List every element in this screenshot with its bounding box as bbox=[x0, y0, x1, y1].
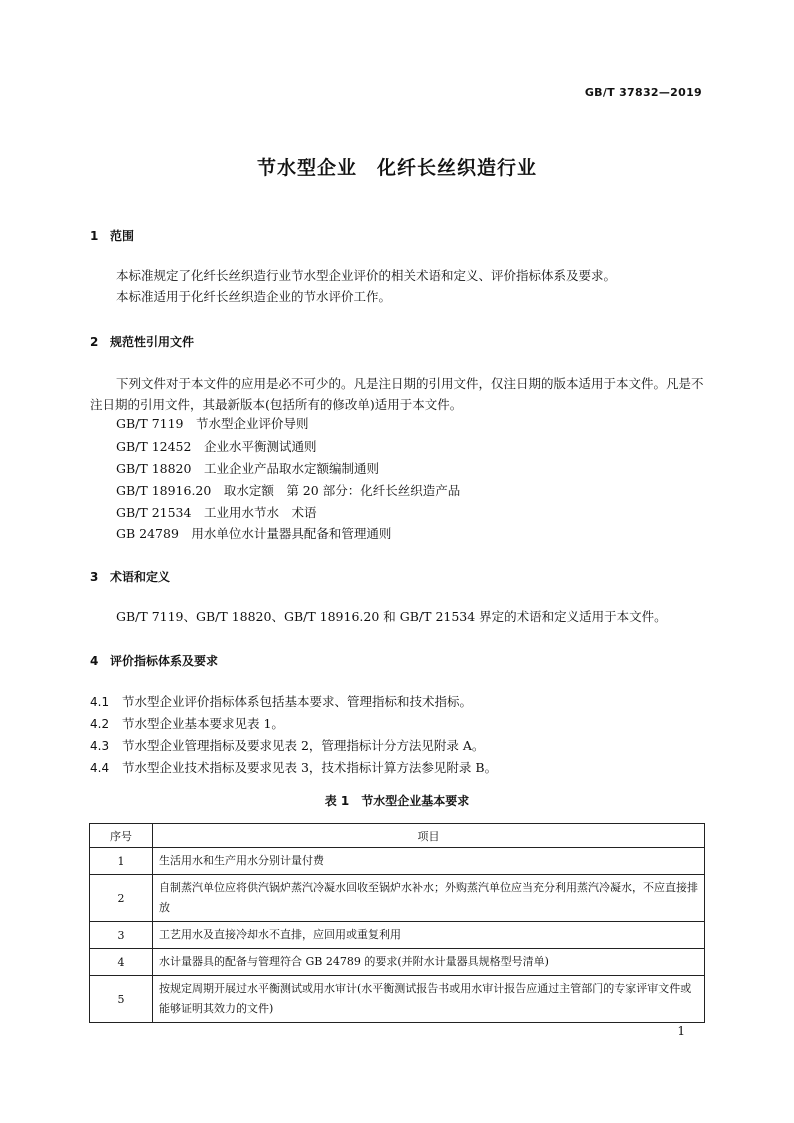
table-row bbox=[90, 976, 705, 1023]
normative-ref: GB/T 18820 工业企业产品取水定额编制通则 bbox=[116, 461, 379, 476]
normative-ref: GB/T 21534 工业用水节水 术语 bbox=[116, 505, 317, 520]
scope-paragraph-1: 本标准规定了化纤长丝织造行业节水型企业评价的相关术语和定义、评价指标体系及要求。 bbox=[116, 268, 617, 283]
section-heading-scope bbox=[90, 227, 134, 244]
row-item: 生活用水和生产用水分别计量付费 bbox=[153, 848, 705, 875]
table-caption bbox=[0, 792, 794, 809]
standard-code: GB/T 37832—2019 bbox=[584, 86, 702, 99]
column-header-index: 序号 bbox=[90, 824, 153, 848]
normative-ref: GB 24789 用水单位水计量器具配备和管理通则 bbox=[116, 526, 392, 541]
table-row bbox=[90, 875, 705, 922]
normative-ref: GB/T 18916.20 取水定额 第 20 部分：化纤长丝织造产品 bbox=[116, 483, 461, 498]
clause-number: 4.3 bbox=[90, 739, 110, 753]
clause bbox=[90, 714, 284, 732]
scope-paragraph-2: 本标准适用于化纤长丝织造企业的节水评价工作。 bbox=[116, 289, 392, 304]
table-row bbox=[90, 922, 705, 949]
row-index: 5 bbox=[90, 976, 153, 1023]
table-header-row bbox=[90, 824, 705, 848]
section-title: 范围 bbox=[110, 229, 135, 243]
row-index: 3 bbox=[90, 922, 153, 949]
clause bbox=[90, 692, 472, 710]
section-number: 4 bbox=[90, 654, 99, 668]
clause-text: 节水型企业管理指标及要求见表 2，管理指标计分方法见附录 A。 bbox=[122, 738, 485, 753]
table-caption-label: 表 1 bbox=[324, 794, 350, 808]
section-title: 术语和定义 bbox=[110, 570, 171, 584]
section-heading-evaluation bbox=[90, 652, 218, 669]
terms-paragraph: GB/T 7119、GB/T 18820、GB/T 18916.20 和 GB/T 21534 界定的术语和定义适用于本文件。 bbox=[116, 609, 667, 624]
row-item: 自制蒸汽单位应将供汽锅炉蒸汽冷凝水回收至锅炉水补水；外购蒸汽单位应当充分利用蒸汽冷凝水，不应直接排放 bbox=[153, 875, 705, 922]
clause bbox=[90, 758, 497, 776]
clause-number: 4.1 bbox=[90, 695, 110, 709]
clause-number: 4.2 bbox=[90, 717, 110, 731]
clause-number: 4.4 bbox=[90, 761, 110, 775]
section-number: 2 bbox=[90, 335, 99, 349]
row-index: 4 bbox=[90, 949, 153, 976]
normative-ref: GB/T 7119 节水型企业评价导则 bbox=[116, 416, 309, 431]
normative-ref: GB/T 12452 企业水平衡测试通则 bbox=[116, 439, 317, 454]
row-index: 1 bbox=[90, 848, 153, 875]
clause-text: 节水型企业评价指标体系包括基本要求、管理指标和技术指标。 bbox=[122, 694, 473, 709]
clause bbox=[90, 736, 484, 754]
section-title: 规范性引用文件 bbox=[110, 335, 195, 349]
row-item: 水计量器具的配备与管理符合 GB 24789 的要求(并附水计量器具规格型号清单) bbox=[153, 949, 705, 976]
section-title: 评价指标体系及要求 bbox=[110, 654, 219, 668]
section-number: 3 bbox=[90, 570, 99, 584]
table-row bbox=[90, 848, 705, 875]
document-title: 节水型企业 化纤长丝织造行业 bbox=[256, 157, 537, 179]
row-item: 按规定周期开展过水平衡测试或用水审计(水平衡测试报告书或用水审计报告应通过主管部门的专家评审文件或能够证明其效力的文件) bbox=[153, 976, 705, 1023]
basic-requirements-table bbox=[89, 823, 705, 1023]
column-header-item: 项目 bbox=[153, 824, 705, 848]
row-item: 工艺用水及直接冷却水不直排，应回用或重复利用 bbox=[153, 922, 705, 949]
clause-text: 节水型企业基本要求见表 1。 bbox=[122, 716, 284, 731]
section-number: 1 bbox=[90, 229, 99, 243]
page-number: 1 bbox=[677, 1024, 685, 1038]
table-caption-title: 节水型企业基本要求 bbox=[361, 794, 470, 808]
row-index: 2 bbox=[90, 875, 153, 922]
table-row bbox=[90, 949, 705, 976]
section-heading-normative bbox=[90, 333, 194, 350]
clause-text: 节水型企业技术指标及要求见表 3，技术指标计算方法参见附录 B。 bbox=[122, 760, 498, 775]
section-heading-terms bbox=[90, 568, 170, 585]
normative-intro: 下列文件对于本文件的应用是必不可少的。凡是注日期的引用文件，仅注日期的版本适用于本文件。凡是不注日期的引用文件，其最新版本(包括所有的修改单)适用于本文件。 bbox=[90, 376, 704, 412]
